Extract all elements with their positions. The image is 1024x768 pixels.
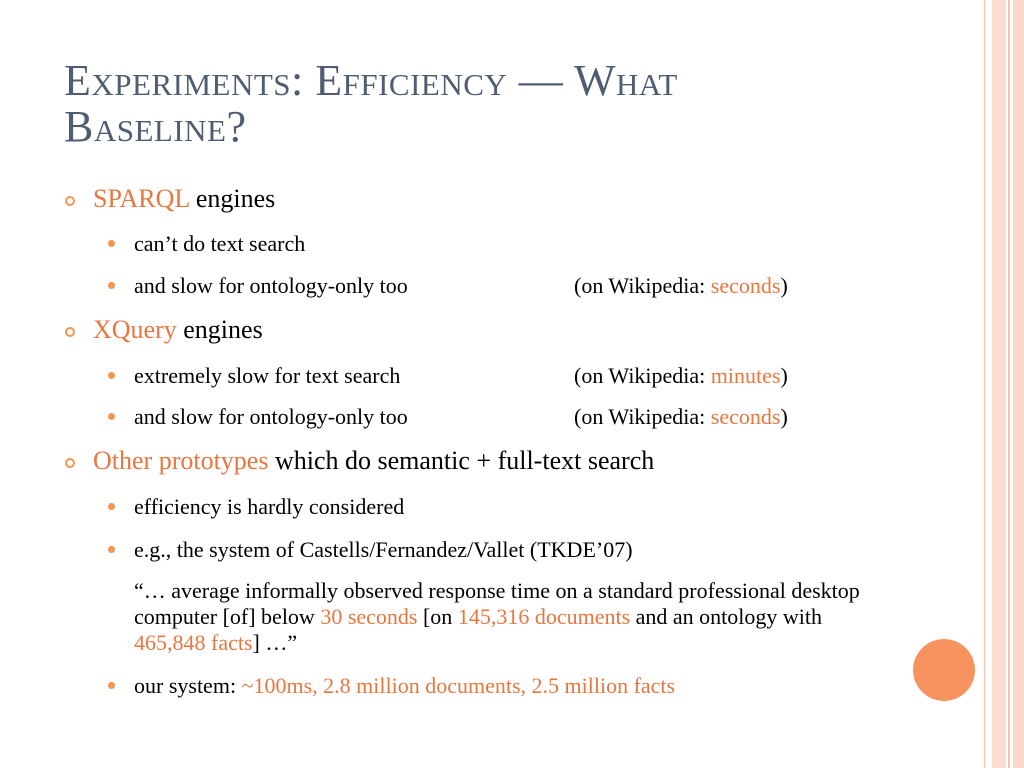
accent-text: ~100ms, 2.8 million documents, 2.5 million facts: [241, 673, 676, 698]
slide-title: [64, 58, 904, 150]
stripe: [992, 0, 1006, 768]
note-text: (on Wikipedia:: [574, 363, 711, 388]
sub-bullet: [134, 231, 305, 257]
quote-block: [134, 578, 884, 656]
stripe: [1013, 0, 1024, 768]
sub-bullet-text: and slow for ontology-only too: [134, 404, 408, 429]
sub-bullet-text: efficiency is hardly considered: [134, 494, 405, 519]
quote-text: “… average informally observed response time on a standard professional desktop computer [of] below: [134, 578, 860, 629]
bullet-text: engines: [189, 184, 276, 213]
bullet-text: engines: [176, 315, 263, 344]
accent-text: Other prototypes: [93, 446, 269, 475]
sub-bullet-text: can’t do text search: [134, 231, 306, 256]
note-text: ): [780, 404, 788, 429]
stripe: [1008, 0, 1010, 768]
decorative-circle: [913, 639, 975, 701]
sub-bullet: [134, 494, 404, 520]
level1-bullet-icon: [65, 458, 75, 468]
note-text: ): [780, 273, 788, 298]
level2-bullet-icon: [108, 282, 115, 289]
accent-text: seconds: [710, 404, 781, 429]
level1-bullet-icon: [65, 327, 75, 337]
level2-bullet-icon: [108, 240, 115, 247]
quote-text: [on: [417, 604, 458, 629]
accent-text: SPARQL: [93, 184, 190, 213]
level2-bullet-icon: [108, 546, 115, 553]
accent-text: seconds: [710, 273, 781, 298]
level2-bullet-icon: [108, 682, 115, 689]
accent-text: XQuery: [93, 315, 177, 344]
bullet-xquery: [93, 315, 263, 345]
title-line-2: Baseline?: [64, 102, 247, 151]
accent-text: 465,848 facts: [134, 630, 253, 655]
bullet-sparql: [93, 184, 275, 214]
sub-bullet-text: e.g., the system of Castells/Fernandez/Vallet (TKDE’07): [134, 537, 633, 562]
quote-text: ] …”: [252, 630, 298, 655]
note-text: ): [780, 363, 788, 388]
sub-bullet-text: our system:: [134, 673, 242, 698]
title-line-1: Experiments: Efficiency — What: [64, 56, 678, 105]
sub-bullet-text: and slow for ontology-only too: [134, 273, 408, 298]
note: [574, 363, 788, 389]
sub-bullet: [134, 273, 408, 299]
sub-bullet: [134, 673, 675, 699]
note-text: (on Wikipedia:: [574, 404, 711, 429]
accent-text: 145,316 documents: [457, 604, 631, 629]
bullet-other-prototypes: [93, 446, 654, 476]
note-text: (on Wikipedia:: [574, 273, 711, 298]
decorative-stripes: [976, 0, 1024, 768]
level1-bullet-icon: [65, 196, 75, 206]
level2-bullet-icon: [108, 503, 115, 510]
sub-bullet: [134, 537, 633, 563]
quote-text: and an ontology with: [630, 604, 823, 629]
level2-bullet-icon: [108, 372, 115, 379]
stripe: [984, 0, 985, 768]
bullet-text: which do semantic + full-text search: [268, 446, 655, 475]
level2-bullet-icon: [108, 413, 115, 420]
sub-bullet: [134, 404, 408, 430]
note: [574, 404, 788, 430]
accent-text: 30 seconds: [320, 604, 418, 629]
accent-text: minutes: [710, 363, 781, 388]
note: [574, 273, 788, 299]
sub-bullet: [134, 363, 400, 389]
sub-bullet-text: extremely slow for text search: [134, 363, 401, 388]
